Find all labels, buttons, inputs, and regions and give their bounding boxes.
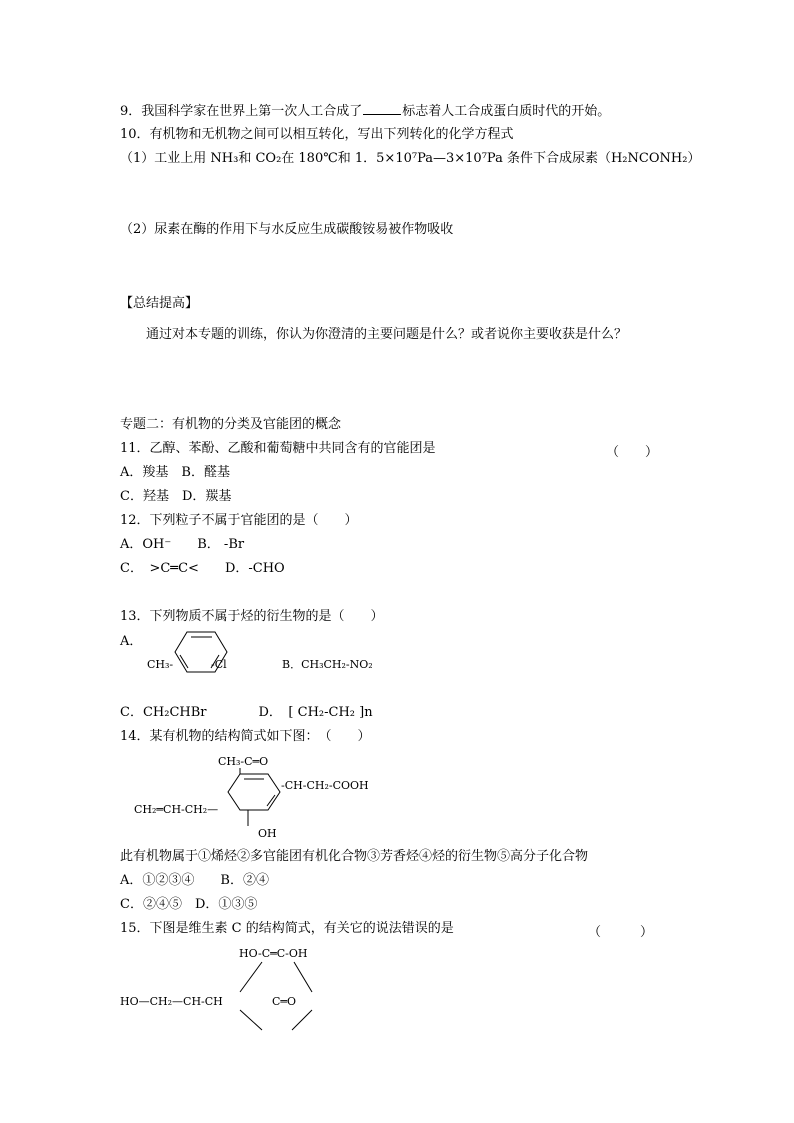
q14-oh: OH <box>258 827 277 840</box>
summary-body: 通过对本专题的训练，你认为你澄清的主要问题是什么？或者说你主要收获是什么？ <box>146 327 628 342</box>
q14-options-ab: A．①②③④ B．②④ <box>120 873 269 888</box>
q12-options-cd: C． >C═C< D．-CHO <box>120 561 285 576</box>
q14-right-chain: -CH-CH₂-COOH <box>281 779 369 792</box>
q13-ch3: CH₃- <box>147 658 174 671</box>
vitamin-c-ring-bonds <box>232 958 342 1038</box>
q9-post: 标志着人工合成蛋白质时代的开始。 <box>402 104 611 119</box>
q9-line <box>120 102 610 120</box>
benzene-ring-q14 <box>226 768 286 828</box>
q11-stem: 11．乙醇、苯酚、乙酸和葡萄糖中共同含有的官能团是 <box>120 441 436 456</box>
q9-pre: 9．我国科学家在世界上第一次人工合成了 <box>120 104 363 119</box>
q11-answer-bracket[interactable]: （ ） <box>606 445 659 460</box>
q9-blank[interactable] <box>363 102 401 115</box>
q14-stem: 14．某有机物的结构简式如下图： （ ） <box>120 729 371 744</box>
q10-part1: （1）工业上用 NH₃和 CO₂在 180℃和 1．5×10⁷Pa—3×10⁷Pa 条件下合成尿素（H₂NCONH₂） <box>120 151 701 166</box>
topic2-title: 专题二：有机物的分类及官能团的概念 <box>120 417 342 432</box>
q10-part2: （2）尿素在酶的作用下与水反应生成碳酸铵易被作物吸收 <box>120 222 454 237</box>
q15-stem: 15．下图是维生素 C 的结构简式，有关它的说法错误的是 <box>120 921 454 936</box>
q13-cl: -Cl <box>211 658 227 671</box>
summary-heading: 【总结提高】 <box>120 296 199 311</box>
q14-top-group: CH₃-C═O <box>218 755 269 768</box>
q14-left-chain: CH₂═CH-CH₂— <box>134 803 219 816</box>
q15-carbonyl: C═O <box>272 995 297 1008</box>
q15-answer-bracket[interactable]: （ ） <box>588 925 654 940</box>
q14-options-cd: C．②④⑤ D．①③⑤ <box>120 897 258 912</box>
q14-classification: 此有机物属于①烯烃②多官能团有机化合物③芳香烃④烃的衍生物⑤高分子化合物 <box>120 849 589 864</box>
q15-top-group: HO-C═C-OH <box>239 947 308 960</box>
benzene-ring-q13 <box>165 628 245 678</box>
q13-stem: 13．下列物质不属于烃的衍生物的是（ ） <box>120 609 384 624</box>
q12-stem: 12．下列粒子不属于官能团的是（ ） <box>120 513 358 528</box>
q12-options-ab: A．OH⁻ B． -Br <box>120 537 245 552</box>
q13-options-cd: C．CH₂CHBr D． [ CH₂-CH₂ ]n <box>120 705 373 720</box>
q11-options-ab: A．羧基 B．醛基 <box>120 465 230 480</box>
q11-options-cd: C．羟基 D．羰基 <box>120 489 232 504</box>
q13-option-a-label: A． <box>120 634 143 649</box>
q13-option-b: B．CH₃CH₂-NO₂ <box>282 658 373 671</box>
q15-left-chain: HO—CH₂—CH-CH <box>120 995 223 1008</box>
q10-title: 10．有机物和无机物之间可以相互转化，写出下列转化的化学方程式 <box>120 127 514 142</box>
